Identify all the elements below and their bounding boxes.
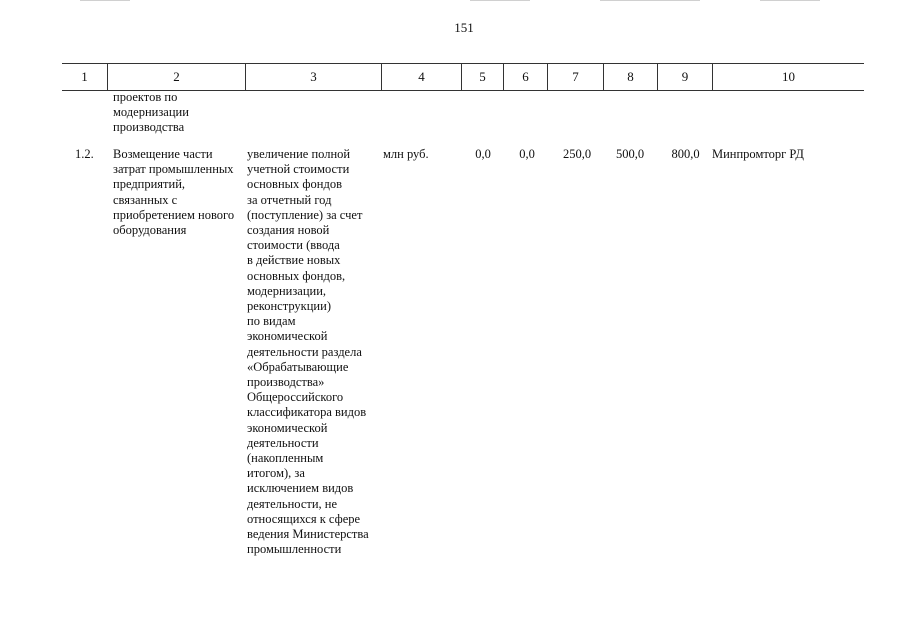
column-header-6: 6 (503, 64, 547, 90)
value-col-6: 0,0 (519, 147, 535, 161)
page-number: 151 (454, 20, 474, 35)
row-number: 1.2. (75, 147, 94, 161)
measure-name-text: Возмещение части затрат промышленных предприятий, связанных с приобретением нового оборудования (113, 147, 235, 238)
scan-edge-line (600, 0, 700, 1)
value-col-9: 800,0 (671, 147, 700, 161)
value-col-5: 0,0 (475, 147, 491, 161)
unit-text: млн руб. (383, 147, 429, 161)
column-header-3: 3 (245, 64, 381, 90)
column-header-2: 2 (107, 64, 245, 90)
column-header-1: 1 (81, 69, 88, 84)
continuation-name-text: проектов по модернизации производства (113, 90, 189, 135)
column-header-4: 4 (381, 64, 461, 90)
indicator-text: увеличение полной учетной стоимости основных фондов за отчетный год (поступление) за счет создания новой стоимости (ввода в действие новых основных фондов, модернизации, реконструкции) по видам экономической деятельности раздела «Обрабатывающие производства» Общероссийского классификатора видов экономической деятельности (накопленным итогом), за исключением видов деятельности, не относящихся к сфере ведения Министерства промышленности (247, 147, 369, 557)
value-col-8: 500,0 (615, 147, 645, 161)
column-header-7: 7 (547, 64, 603, 90)
executor-text: Минпромторг РД (712, 147, 804, 161)
scan-edge-line (470, 0, 530, 1)
column-header-5: 5 (461, 64, 503, 90)
column-header-9: 9 (657, 64, 712, 90)
table-header-row (62, 63, 864, 91)
scan-edge-line (760, 0, 820, 1)
column-header-8: 8 (603, 64, 657, 90)
value-col-7: 250,0 (562, 147, 592, 161)
scan-edge-line (80, 0, 130, 1)
column-header-10: 10 (712, 64, 864, 90)
